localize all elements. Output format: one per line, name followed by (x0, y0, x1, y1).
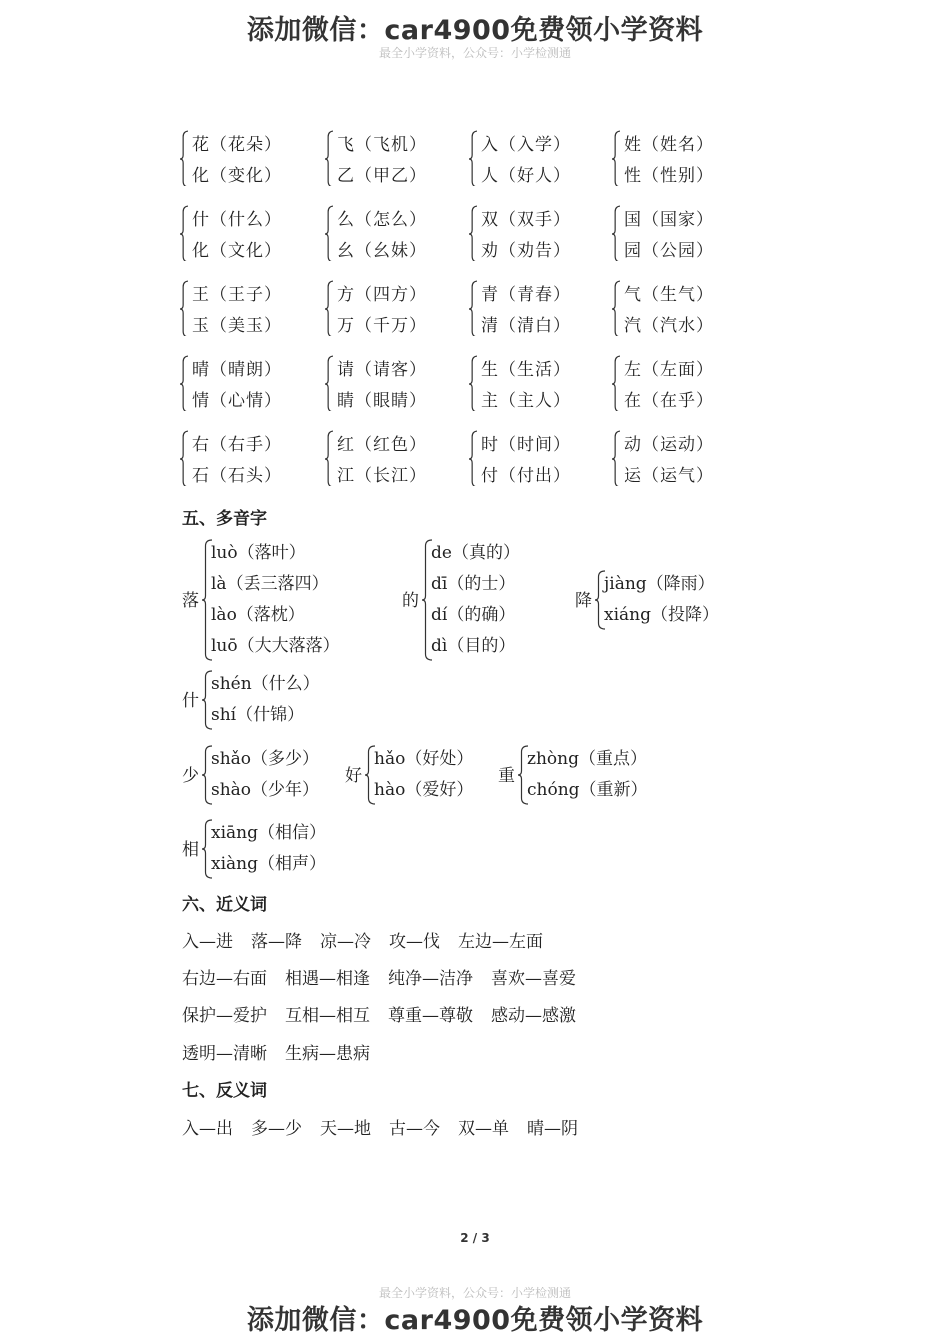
polyphone-character: 的 (402, 591, 419, 611)
synonym-pair: 入—进 (182, 932, 233, 952)
brace-icon (180, 280, 188, 336)
brace-icon (180, 205, 188, 261)
pair-second-entry: 幺（幺妹） (337, 241, 427, 261)
pair-first-entry: 时（时间） (481, 435, 571, 455)
pair-first-entry: 双（双手） (481, 210, 571, 230)
synonym-pair: 攻—伐 (389, 932, 440, 952)
character-pair (180, 278, 320, 340)
character-pair (180, 128, 320, 190)
character-pair (612, 428, 752, 490)
page-number: 2 / 3 (460, 1231, 490, 1245)
synonym-pair: 感动—感激 (491, 1006, 576, 1026)
brace-icon (469, 130, 477, 186)
pair-second-entry: 运（运气） (624, 466, 714, 486)
pair-first-entry: 红（红色） (337, 435, 427, 455)
pair-second-entry: 化（变化） (192, 166, 282, 186)
polyphone-reading: jiàng（降雨） (604, 574, 715, 594)
character-pair (180, 203, 320, 265)
brace-icon (469, 430, 477, 486)
pair-first-entry: 青（青春） (481, 285, 571, 305)
character-pair (469, 428, 609, 490)
pair-row (180, 203, 780, 278)
character-pair (469, 128, 609, 190)
brace-icon (325, 430, 333, 486)
pair-first-entry: 左（左面） (624, 360, 714, 380)
character-pair (325, 428, 465, 490)
pair-first-entry: 入（入学） (481, 135, 571, 155)
brace-icon (180, 355, 188, 411)
antonym-pair: 晴—阴 (527, 1119, 578, 1139)
pair-first-entry: 动（运动） (624, 435, 714, 455)
brace-icon (469, 205, 477, 261)
antonym-pair: 双—单 (458, 1119, 509, 1139)
pair-first-entry: 么（怎么） (337, 210, 427, 230)
antonyms-section-title: 七、反义词 (182, 1081, 267, 1101)
polyphone-character: 落 (182, 591, 199, 611)
polyphone-reading: lào（落枕） (211, 605, 305, 625)
pair-first-entry: 飞（飞机） (337, 135, 427, 155)
synonym-pair: 相遇—相逢 (285, 969, 370, 989)
pair-second-entry: 万（千万） (337, 316, 427, 336)
character-pair (325, 353, 465, 415)
synonym-line (182, 964, 594, 989)
brace-icon (325, 355, 333, 411)
synonym-pair: 落—降 (251, 932, 302, 952)
top-faded-caption: 最全小学资料，公众号：小学检测通 (378, 46, 571, 60)
polyphone-reading: shào（少年） (211, 780, 320, 800)
pair-row (180, 278, 780, 353)
similar-character-pairs (180, 128, 780, 503)
pair-second-entry: 劝（劝告） (481, 241, 571, 261)
pair-second-entry: 清（清白） (481, 316, 571, 336)
pair-row (180, 428, 780, 503)
pair-first-entry: 国（国家） (624, 210, 714, 230)
pair-first-entry: 生（生活） (481, 360, 571, 380)
pair-first-entry: 右（右手） (192, 435, 282, 455)
character-pair (180, 428, 320, 490)
pair-second-entry: 人（好人） (481, 166, 571, 186)
pair-first-entry: 花（花朵） (192, 135, 282, 155)
pair-second-entry: 园（公园） (624, 241, 714, 261)
synonym-pair: 纯净—洁净 (388, 969, 473, 989)
bottom-watermark-banner: 添加微信：car4900免费领小学资料 (246, 1305, 704, 1336)
character-pair (325, 128, 465, 190)
brace-icon (180, 430, 188, 486)
polyphone-reading: xiāng（相信） (211, 823, 326, 843)
brace-icon (325, 130, 333, 186)
polyphone-reading: xiàng（相声） (211, 854, 326, 874)
brace-icon (612, 130, 620, 186)
polyphone-reading: xiáng（投降） (604, 605, 719, 625)
pair-second-entry: 主（主人） (481, 391, 571, 411)
pair-first-entry: 方（四方） (337, 285, 427, 305)
pair-row (180, 128, 780, 203)
pair-second-entry: 化（文化） (192, 241, 282, 261)
synonym-pair: 喜欢—喜爱 (491, 969, 576, 989)
polyphone-character: 少 (182, 766, 199, 786)
antonym-pair: 古—今 (389, 1119, 440, 1139)
brace-icon (612, 430, 620, 486)
synonym-pair: 保护—爱护 (182, 1006, 267, 1026)
pair-row (180, 353, 780, 428)
polyphone-character: 降 (575, 591, 592, 611)
character-pair (612, 353, 752, 415)
pair-first-entry: 什（什么） (192, 210, 282, 230)
synonym-pair: 凉—冷 (320, 932, 371, 952)
pair-first-entry: 晴（晴朗） (192, 360, 282, 380)
character-pair (180, 353, 320, 415)
pair-first-entry: 王（王子） (192, 285, 282, 305)
synonym-pair: 透明—清晰 (182, 1044, 267, 1064)
brace-icon (469, 355, 477, 411)
synonym-pair: 尊重—尊敬 (388, 1006, 473, 1026)
polyphone-character: 什 (182, 691, 199, 711)
synonym-line (182, 927, 561, 952)
pair-second-entry: 睛（眼睛） (337, 391, 427, 411)
character-pair (469, 203, 609, 265)
synonym-pair: 互相—相互 (285, 1006, 370, 1026)
brace-icon (612, 205, 620, 261)
top-watermark-banner: 添加微信：car4900免费领小学资料 (246, 15, 704, 46)
character-pair (325, 278, 465, 340)
polyphone-character: 重 (498, 766, 515, 786)
character-pair (469, 278, 609, 340)
polyphone-reading: là（丢三落四） (211, 574, 329, 594)
polyphone-reading: hǎo（好处） (374, 749, 474, 769)
synonyms-section-title: 六、近义词 (182, 895, 267, 915)
pair-second-entry: 付（付出） (481, 466, 571, 486)
pair-second-entry: 汽（汽水） (624, 316, 714, 336)
antonym-pair: 入—出 (182, 1119, 233, 1139)
pair-first-entry: 姓（姓名） (624, 135, 714, 155)
pair-second-entry: 乙（甲乙） (337, 166, 427, 186)
polyphone-reading: dì（目的） (431, 636, 516, 656)
character-pair (612, 128, 752, 190)
pair-second-entry: 在（在乎） (624, 391, 714, 411)
polyphone-reading: chóng（重新） (527, 780, 648, 800)
pair-second-entry: 性（性别） (624, 166, 714, 186)
antonym-pair: 多—少 (251, 1119, 302, 1139)
polyphone-reading: dī（的士） (431, 574, 516, 594)
brace-icon (469, 280, 477, 336)
antonym-pair: 天—地 (320, 1119, 371, 1139)
pair-first-entry: 气（生气） (624, 285, 714, 305)
polyphone-reading: shí（什锦） (211, 705, 305, 725)
polyphone-reading: luò（落叶） (211, 543, 306, 563)
synonym-pair: 左边—左面 (458, 932, 543, 952)
polyphone-reading: luō（大大落落） (211, 636, 340, 656)
polyphone-reading: shén（什么） (211, 674, 320, 694)
pair-second-entry: 情（心情） (192, 391, 282, 411)
synonym-pair: 生病—患病 (285, 1044, 370, 1064)
pair-second-entry: 江（长江） (337, 466, 427, 486)
polyphones-section-title: 五、多音字 (182, 509, 267, 529)
character-pair (469, 353, 609, 415)
pair-second-entry: 玉（美玉） (192, 316, 282, 336)
synonym-pair: 右边—右面 (182, 969, 267, 989)
pair-first-entry: 请（请客） (337, 360, 427, 380)
synonym-line (182, 1039, 388, 1064)
synonym-line (182, 1001, 594, 1026)
character-pair (325, 203, 465, 265)
character-pair (612, 278, 752, 340)
polyphone-reading: hào（爱好） (374, 780, 474, 800)
polyphone-reading: shǎo（多少） (211, 749, 320, 769)
antonym-line (182, 1114, 596, 1139)
polyphone-reading: dí（的确） (431, 605, 516, 625)
brace-icon (325, 280, 333, 336)
brace-icon (180, 130, 188, 186)
brace-icon (612, 355, 620, 411)
character-pair (612, 203, 752, 265)
brace-icon (325, 205, 333, 261)
polyphone-reading: de（真的） (431, 543, 520, 563)
polyphone-character: 好 (345, 766, 362, 786)
bottom-faded-caption: 最全小学资料，公众号：小学检测通 (378, 1286, 571, 1300)
polyphone-reading: zhòng（重点） (527, 749, 647, 769)
brace-icon (612, 280, 620, 336)
polyphone-character: 相 (182, 840, 199, 860)
pair-second-entry: 石（石头） (192, 466, 282, 486)
